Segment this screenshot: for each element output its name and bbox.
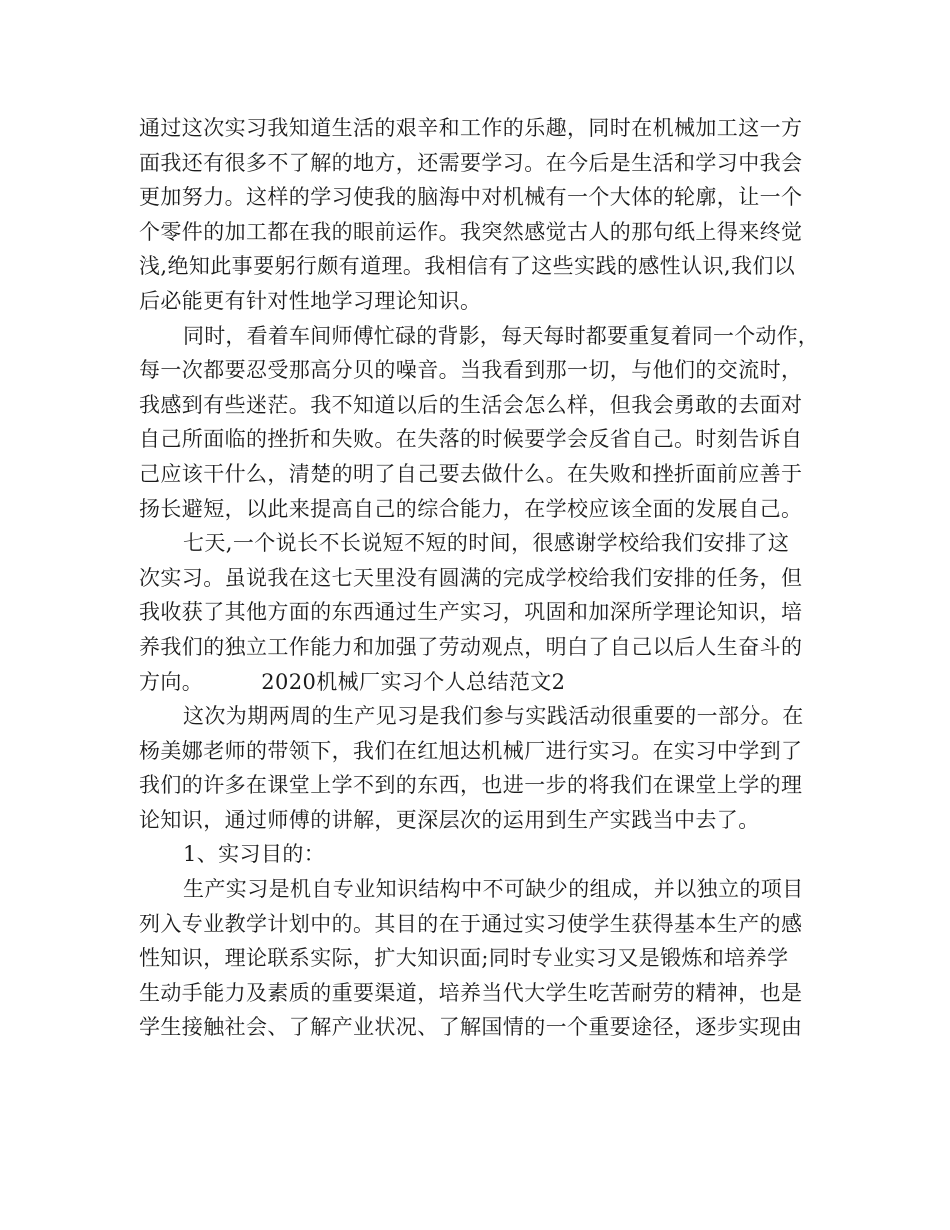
text-line-content: 面我还有很多不了解的地方，还需要学习。在今后是生活和学习中我会: [139, 150, 803, 175]
text-line: [139, 215, 819, 250]
text-line: [139, 976, 819, 1011]
text-line-content: 己应该干什么，清楚的明了自己要去做什么。在失败和挫折面前应善于: [139, 461, 803, 486]
text-line: [139, 699, 819, 734]
document-body: [139, 111, 819, 1045]
text-line: [139, 353, 819, 388]
text-line: [139, 803, 819, 838]
text-line-content: 列入专业教学计划中的。其目的在于通过实习使学生获得基本生产的感: [139, 911, 803, 936]
text-line: [139, 422, 819, 457]
text-line-content: 个零件的加工都在我的眼前运作。我突然感觉古人的那句纸上得来终觉: [139, 219, 803, 244]
text-line-content: 自己所面临的挫折和失败。在失落的时候要学会反省自己。时刻告诉自: [139, 427, 803, 452]
text-line: [139, 630, 819, 665]
text-line-content: 论知识，通过师傅的讲解，更深层次的运用到生产实践当中去了。: [139, 807, 760, 832]
text-line: [139, 492, 819, 527]
text-line: [139, 837, 819, 872]
text-line-content: 1、实习目的：: [183, 842, 326, 867]
text-line-content: 养我们的独立工作能力和加强了劳动观点，明白了自己以后人生奋斗的: [139, 634, 803, 659]
text-line-content: 这次为期两周的生产见习是我们参与实践活动很重要的一部分。在: [183, 704, 804, 729]
text-line-content: 杨美娜老师的带领下，我们在红旭达机械厂进行实习。在实习中学到了: [139, 738, 803, 763]
text-line: [139, 595, 819, 630]
text-line-content: 通过这次实习我知道生活的艰辛和工作的乐趣，同时在机械加工这一方: [139, 116, 803, 140]
text-line-content: 同时，看着车间师傅忙碌的背影，每天每时都要重复着同一个动作，: [183, 323, 819, 348]
text-line: [139, 768, 819, 803]
text-line: [139, 388, 819, 423]
text-line: [139, 284, 819, 319]
text-line: [139, 1010, 819, 1045]
text-line-content: 生产实习是机自专业知识结构中不可缺少的组成，并以独立的项目: [183, 877, 804, 902]
text-line: [139, 872, 819, 907]
text-line: [139, 180, 819, 215]
text-line-content: 我收获了其他方面的东西通过生产实习，巩固和加深所学理论知识，培: [139, 600, 803, 625]
section-heading: 2020机械厂实习个人总结范文2: [261, 669, 566, 694]
text-line: [139, 111, 819, 146]
text-line-content: 方向。: [139, 669, 204, 694]
text-line: [139, 319, 819, 354]
text-line: [139, 907, 819, 942]
text-line-content: 学生接触社会、了解产业状况、了解国情的一个重要途径，逐步实现由: [139, 1015, 803, 1040]
text-line-content: 性知识，理论联系实际，扩大知识面;同时专业实习又是锻炼和培养学: [139, 946, 789, 971]
text-line: [139, 457, 819, 492]
text-line-content: 每一次都要忍受那高分贝的噪音。当我看到那一切，与他们的交流时，: [139, 358, 803, 383]
text-line-content: 浅,绝知此事要躬行颇有道理。我相信有了这些实践的感性认识,我们以: [139, 254, 796, 279]
text-line: [139, 734, 819, 769]
text-line-content: 次实习。虽说我在这七天里没有圆满的完成学校给我们安排的任务，但: [139, 565, 803, 590]
text-line: [139, 665, 819, 700]
text-line-content: 我们的许多在课堂上学不到的东西，也进一步的将我们在课堂上学的理: [139, 773, 803, 798]
text-line-content: 七天,一个说长不长说短不短的时间，很感谢学校给我们安排了这: [183, 531, 790, 556]
text-line-content: 更加努力。这样的学习使我的脑海中对机械有一个大体的轮廓，让一个: [139, 185, 803, 210]
text-line: [139, 249, 819, 284]
text-line: [139, 526, 819, 561]
text-line: [139, 941, 819, 976]
text-line-content: 生动手能力及素质的重要渠道，培养当代大学生吃苦耐劳的精神，也是: [139, 980, 803, 1005]
text-line-content: 扬长避短，以此来提高自己的综合能力，在学校应该全面的发展自己。: [139, 496, 803, 521]
text-line-content: 我感到有些迷茫。我不知道以后的生活会怎么样，但我会勇敢的去面对: [139, 392, 803, 417]
text-line: [139, 561, 819, 596]
text-line: [139, 146, 819, 181]
text-line-content: 后必能更有针对性地学习理论知识。: [139, 288, 482, 313]
